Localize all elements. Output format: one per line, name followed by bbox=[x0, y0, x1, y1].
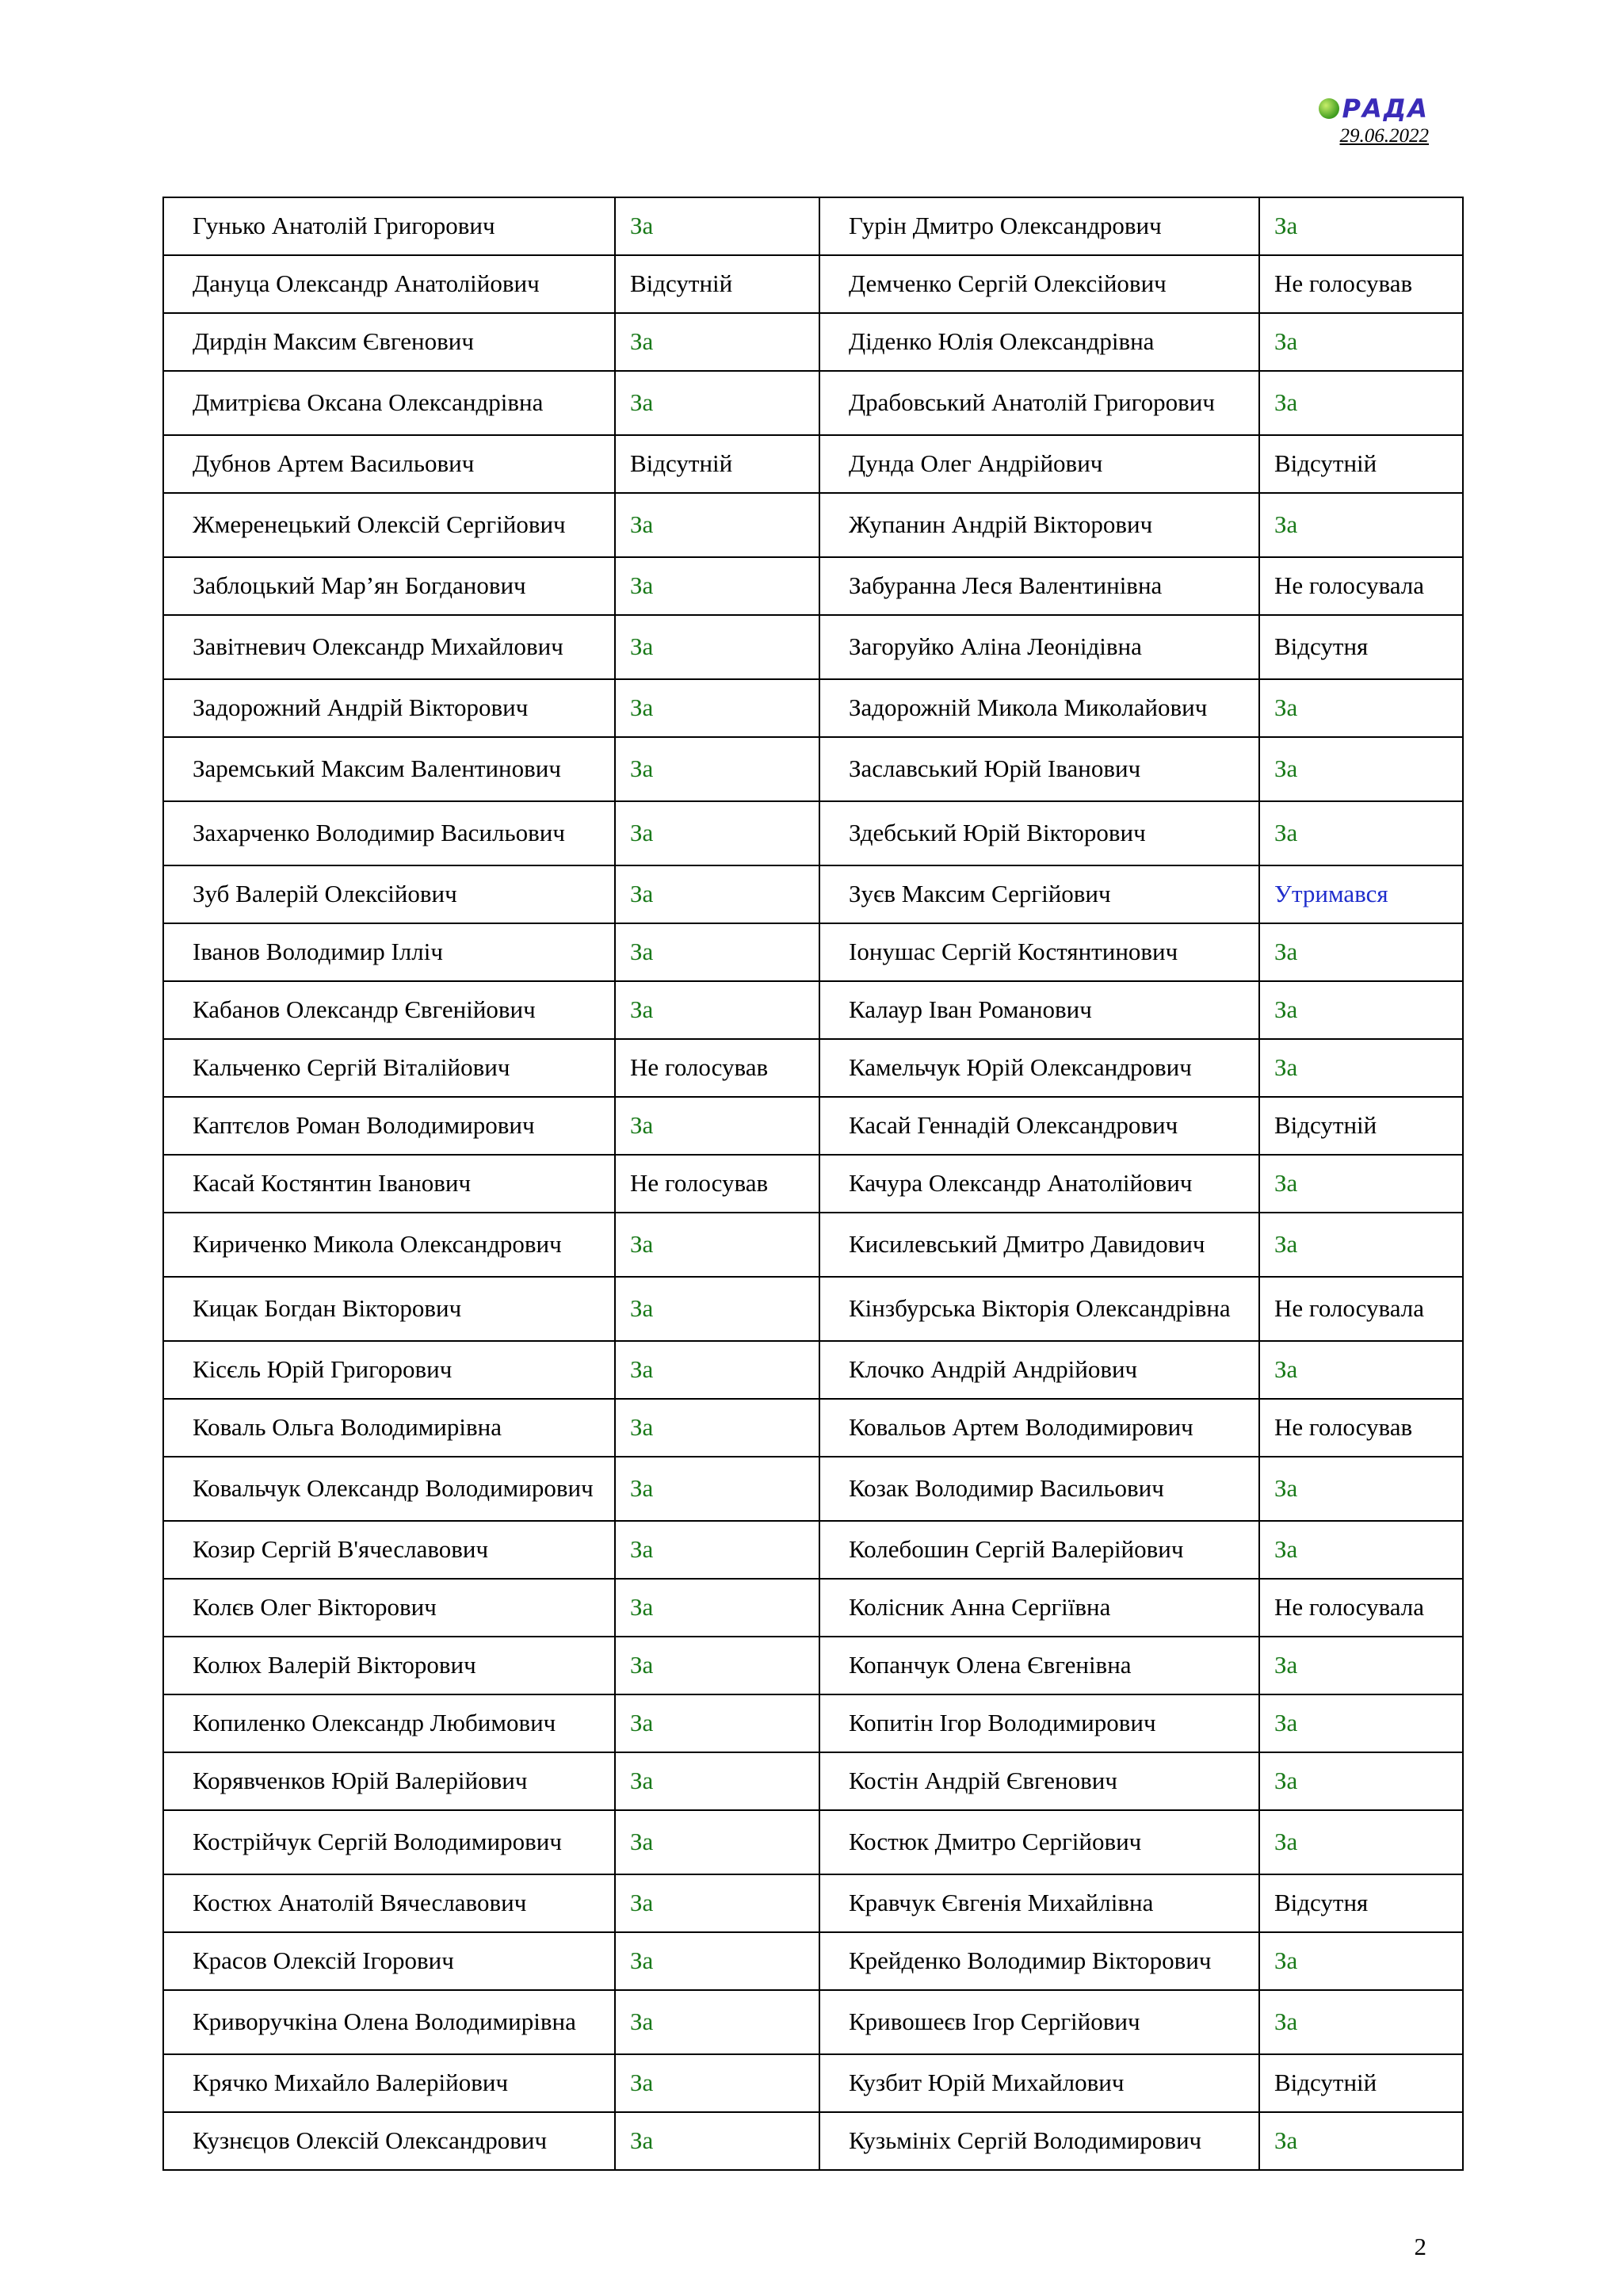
deputy-name: Захарченко Володимир Васильович bbox=[163, 801, 615, 865]
vote-result: За bbox=[615, 557, 819, 615]
deputy-name: Крейденко Володимир Вікторович bbox=[819, 1932, 1259, 1990]
vote-result: За bbox=[615, 737, 819, 801]
deputy-name: Каптєлов Роман Володимирович bbox=[163, 1097, 615, 1155]
vote-result: За bbox=[1259, 2112, 1463, 2170]
deputy-name: Камельчук Юрій Олександрович bbox=[819, 1039, 1259, 1097]
vote-result: За bbox=[1259, 1752, 1463, 1810]
deputy-name: Дирдін Максим Євгенович bbox=[163, 313, 615, 371]
deputy-name: Драбовський Анатолій Григорович bbox=[819, 371, 1259, 435]
vote-result: Відсутній bbox=[1259, 435, 1463, 493]
deputy-name: Дунда Олег Андрійович bbox=[819, 435, 1259, 493]
vote-result: За bbox=[615, 615, 819, 679]
deputy-name: Кісєль Юрій Григорович bbox=[163, 1341, 615, 1399]
deputy-name: Загоруйко Аліна Леонідівна bbox=[819, 615, 1259, 679]
vote-result: За bbox=[615, 679, 819, 737]
table-row bbox=[163, 1457, 1463, 1521]
vote-result: За bbox=[615, 1213, 819, 1277]
table-row bbox=[163, 557, 1463, 615]
vote-result: За bbox=[1259, 1932, 1463, 1990]
vote-result: За bbox=[1259, 493, 1463, 557]
vote-result: За bbox=[1259, 1637, 1463, 1694]
table-row bbox=[163, 923, 1463, 981]
vote-result: За bbox=[1259, 1341, 1463, 1399]
deputy-name: Колебошин Сергій Валерійович bbox=[819, 1521, 1259, 1579]
table-row bbox=[163, 679, 1463, 737]
vote-result: Відсутній bbox=[1259, 2054, 1463, 2112]
deputy-name: Калаур Іван Романович bbox=[819, 981, 1259, 1039]
table-row bbox=[163, 435, 1463, 493]
deputy-name: Колєв Олег Вікторович bbox=[163, 1579, 615, 1637]
table-row bbox=[163, 737, 1463, 801]
deputy-name: Крячко Михайло Валерійович bbox=[163, 2054, 615, 2112]
table-row bbox=[163, 493, 1463, 557]
vote-result: Утримався bbox=[1259, 865, 1463, 923]
vote-result: За bbox=[1259, 1694, 1463, 1752]
vote-result: За bbox=[1259, 981, 1463, 1039]
page-header bbox=[1270, 94, 1429, 147]
vote-result: За bbox=[1259, 1810, 1463, 1874]
deputy-name: Кицак Богдан Вікторович bbox=[163, 1277, 615, 1341]
vote-result: За bbox=[615, 1579, 819, 1637]
table-row bbox=[163, 981, 1463, 1039]
deputy-name: Задорожний Андрій Вікторович bbox=[163, 679, 615, 737]
deputy-name: Костюк Дмитро Сергійович bbox=[819, 1810, 1259, 1874]
vote-result: За bbox=[1259, 1155, 1463, 1213]
vote-results-body bbox=[163, 197, 1463, 2170]
deputy-name: Кривошеєв Ігор Сергійович bbox=[819, 1990, 1259, 2054]
vote-result: За bbox=[615, 865, 819, 923]
vote-result: За bbox=[1259, 801, 1463, 865]
deputy-name: Кальченко Сергій Віталійович bbox=[163, 1039, 615, 1097]
table-row bbox=[163, 371, 1463, 435]
deputy-name: Іванов Володимир Ілліч bbox=[163, 923, 615, 981]
table-row bbox=[163, 255, 1463, 313]
rada-logo-text: РАДА bbox=[1342, 94, 1429, 124]
vote-result: Не голосувала bbox=[1259, 1579, 1463, 1637]
table-row bbox=[163, 1694, 1463, 1752]
document-date: 29.06.2022 bbox=[1339, 125, 1429, 147]
vote-result: За bbox=[615, 197, 819, 255]
vote-result: За bbox=[1259, 923, 1463, 981]
vote-result: За bbox=[615, 1990, 819, 2054]
table-row bbox=[163, 1155, 1463, 1213]
deputy-name: Дануца Олександр Анатолійович bbox=[163, 255, 615, 313]
table-row bbox=[163, 1521, 1463, 1579]
deputy-name: Костюх Анатолій Вячеславович bbox=[163, 1874, 615, 1932]
table-row bbox=[163, 1097, 1463, 1155]
table-row bbox=[163, 313, 1463, 371]
vote-result: Відсутній bbox=[1259, 1097, 1463, 1155]
deputy-name: Зуб Валерій Олексійович bbox=[163, 865, 615, 923]
vote-result: За bbox=[615, 923, 819, 981]
vote-result: За bbox=[1259, 1457, 1463, 1521]
deputy-name: Гунько Анатолій Григорович bbox=[163, 197, 615, 255]
vote-result: За bbox=[1259, 313, 1463, 371]
deputy-name: Клочко Андрій Андрійович bbox=[819, 1341, 1259, 1399]
vote-result: За bbox=[615, 2054, 819, 2112]
page-number: 2 bbox=[1414, 2233, 1426, 2260]
deputy-name: Кострійчук Сергій Володимирович bbox=[163, 1810, 615, 1874]
table-row bbox=[163, 2054, 1463, 2112]
table-row bbox=[163, 1399, 1463, 1457]
deputy-name: Жмеренецький Олексій Сергійович bbox=[163, 493, 615, 557]
deputy-name: Заблоцький Мар’ян Богданович bbox=[163, 557, 615, 615]
rada-logo-icon bbox=[1319, 98, 1339, 119]
deputy-name: Забуранна Леся Валентинівна bbox=[819, 557, 1259, 615]
table-row bbox=[163, 1752, 1463, 1810]
vote-result: Відсутній bbox=[615, 255, 819, 313]
table-row bbox=[163, 1039, 1463, 1097]
vote-result: За bbox=[1259, 1213, 1463, 1277]
deputy-name: Копанчук Олена Євгенівна bbox=[819, 1637, 1259, 1694]
deputy-name: Костін Андрій Євгенович bbox=[819, 1752, 1259, 1810]
vote-result: За bbox=[615, 1521, 819, 1579]
deputy-name: Корявченков Юрій Валерійович bbox=[163, 1752, 615, 1810]
vote-result: За bbox=[615, 1637, 819, 1694]
vote-result: Не голосувала bbox=[1259, 557, 1463, 615]
deputy-name: Красов Олексій Ігорович bbox=[163, 1932, 615, 1990]
table-row bbox=[163, 1637, 1463, 1694]
vote-result: За bbox=[1259, 1039, 1463, 1097]
vote-result: За bbox=[615, 1874, 819, 1932]
deputy-name: Ковальчук Олександр Володимирович bbox=[163, 1457, 615, 1521]
vote-result: За bbox=[1259, 1990, 1463, 2054]
table-row bbox=[163, 1874, 1463, 1932]
deputy-name: Здебський Юрій Вікторович bbox=[819, 801, 1259, 865]
table-row bbox=[163, 1277, 1463, 1341]
vote-result: За bbox=[615, 1810, 819, 1874]
vote-result: За bbox=[615, 981, 819, 1039]
deputy-name: Кінзбурська Вікторія Олександрівна bbox=[819, 1277, 1259, 1341]
deputy-name: Козир Сергій В'ячеславович bbox=[163, 1521, 615, 1579]
deputy-name: Кузнєцов Олексій Олександрович bbox=[163, 2112, 615, 2170]
deputy-name: Зуєв Максим Сергійович bbox=[819, 865, 1259, 923]
table-row bbox=[163, 1932, 1463, 1990]
table-row bbox=[163, 1579, 1463, 1637]
deputy-name: Касай Геннадій Олександрович bbox=[819, 1097, 1259, 1155]
vote-result: За bbox=[1259, 197, 1463, 255]
vote-result: Відсутній bbox=[615, 435, 819, 493]
vote-result: Не голосував bbox=[615, 1039, 819, 1097]
deputy-name: Демченко Сергій Олексійович bbox=[819, 255, 1259, 313]
deputy-name: Завітневич Олександр Михайлович bbox=[163, 615, 615, 679]
table-row bbox=[163, 197, 1463, 255]
vote-result: Відсутня bbox=[1259, 1874, 1463, 1932]
vote-result: За bbox=[615, 1694, 819, 1752]
rada-logo bbox=[1270, 94, 1429, 124]
deputy-name: Гурін Дмитро Олександрович bbox=[819, 197, 1259, 255]
table-row bbox=[163, 2112, 1463, 2170]
deputy-name: Коваль Ольга Володимирівна bbox=[163, 1399, 615, 1457]
vote-result: За bbox=[615, 1097, 819, 1155]
vote-result: За bbox=[615, 1399, 819, 1457]
vote-result: Не голосував bbox=[1259, 255, 1463, 313]
deputy-name: Колюх Валерій Вікторович bbox=[163, 1637, 615, 1694]
table-row bbox=[163, 1213, 1463, 1277]
deputy-name: Діденко Юлія Олександрівна bbox=[819, 313, 1259, 371]
deputy-name: Козак Володимир Васильович bbox=[819, 1457, 1259, 1521]
deputy-name: Кириченко Микола Олександрович bbox=[163, 1213, 615, 1277]
vote-result: За bbox=[1259, 1521, 1463, 1579]
vote-result: Не голосувала bbox=[1259, 1277, 1463, 1341]
deputy-name: Касай Костянтин Іванович bbox=[163, 1155, 615, 1213]
vote-result: За bbox=[615, 1752, 819, 1810]
vote-result: За bbox=[615, 1341, 819, 1399]
deputy-name: Кисилевський Дмитро Давидович bbox=[819, 1213, 1259, 1277]
deputy-name: Іонушас Сергій Костянтинович bbox=[819, 923, 1259, 981]
deputy-name: Дмитрієва Оксана Олександрівна bbox=[163, 371, 615, 435]
deputy-name: Заремський Максим Валентинович bbox=[163, 737, 615, 801]
vote-result: Відсутня bbox=[1259, 615, 1463, 679]
deputy-name: Заславський Юрій Іванович bbox=[819, 737, 1259, 801]
vote-result: За bbox=[615, 371, 819, 435]
table-row bbox=[163, 1810, 1463, 1874]
table-row bbox=[163, 1990, 1463, 2054]
deputy-name: Качура Олександр Анатолійович bbox=[819, 1155, 1259, 1213]
vote-result: За bbox=[615, 1277, 819, 1341]
deputy-name: Жупанин Андрій Вікторович bbox=[819, 493, 1259, 557]
vote-result: Не голосував bbox=[1259, 1399, 1463, 1457]
table-row bbox=[163, 1341, 1463, 1399]
vote-result: За bbox=[1259, 679, 1463, 737]
deputy-name: Ковальов Артем Володимирович bbox=[819, 1399, 1259, 1457]
deputy-name: Колісник Анна Сергіївна bbox=[819, 1579, 1259, 1637]
vote-result: За bbox=[615, 1457, 819, 1521]
table-row bbox=[163, 615, 1463, 679]
deputy-name: Кабанов Олександр Євгенійович bbox=[163, 981, 615, 1039]
table-row bbox=[163, 865, 1463, 923]
vote-result: За bbox=[615, 2112, 819, 2170]
deputy-name: Кузьмініх Сергій Володимирович bbox=[819, 2112, 1259, 2170]
vote-result: За bbox=[615, 313, 819, 371]
vote-result: За bbox=[615, 801, 819, 865]
vote-result: За bbox=[1259, 371, 1463, 435]
vote-result: За bbox=[615, 1932, 819, 1990]
deputy-name: Кравчук Євгенія Михайлівна bbox=[819, 1874, 1259, 1932]
deputy-name: Копиленко Олександр Любимович bbox=[163, 1694, 615, 1752]
table-row bbox=[163, 801, 1463, 865]
deputy-name: Копитін Ігор Володимирович bbox=[819, 1694, 1259, 1752]
deputy-name: Задорожній Микола Миколайович bbox=[819, 679, 1259, 737]
deputy-name: Криворучкіна Олена Володимирівна bbox=[163, 1990, 615, 2054]
deputy-name: Дубнов Артем Васильович bbox=[163, 435, 615, 493]
vote-result: За bbox=[1259, 737, 1463, 801]
vote-result: Не голосував bbox=[615, 1155, 819, 1213]
vote-result: За bbox=[615, 493, 819, 557]
vote-results-table bbox=[162, 197, 1464, 2171]
deputy-name: Кузбит Юрій Михайлович bbox=[819, 2054, 1259, 2112]
